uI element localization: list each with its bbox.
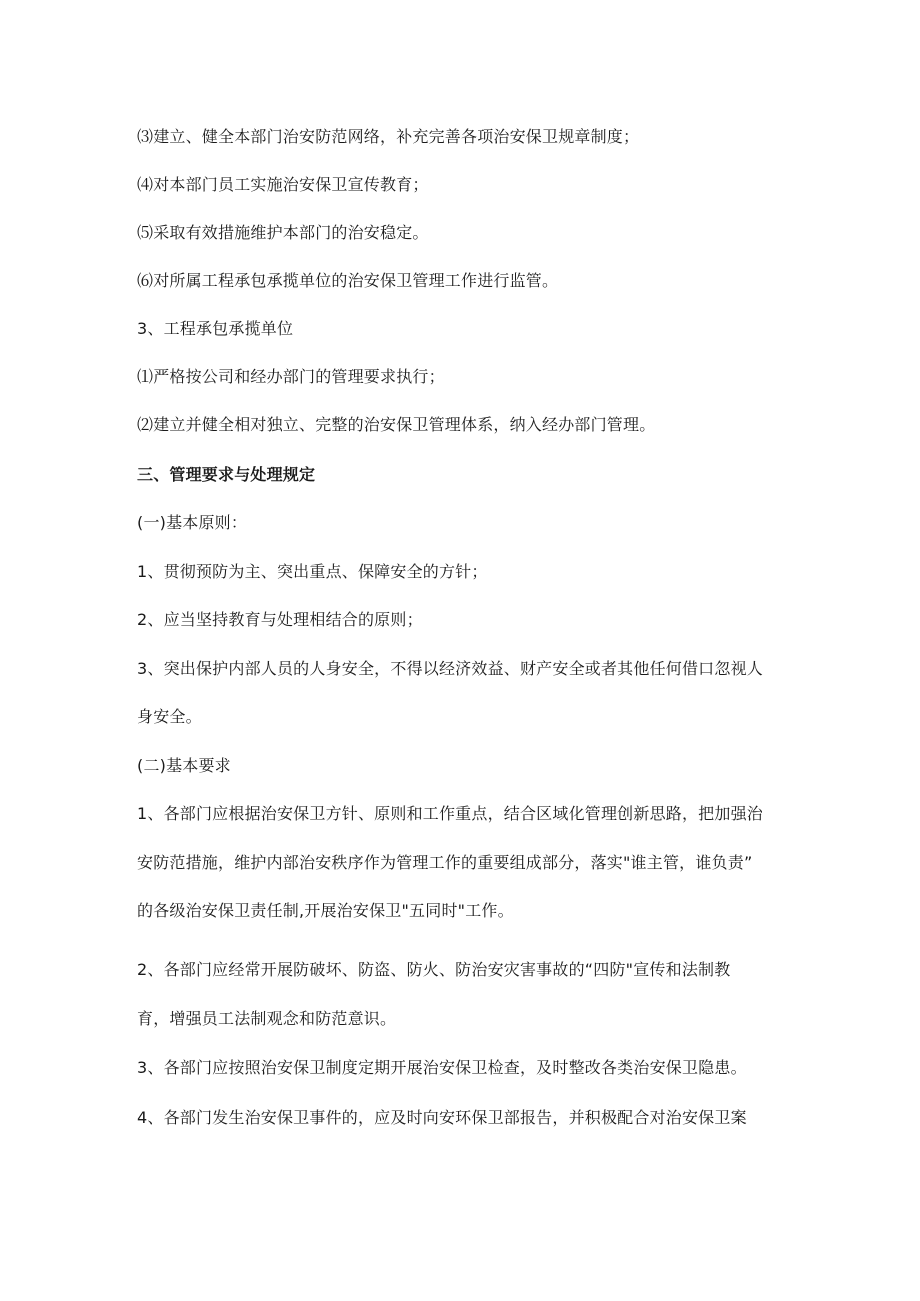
text-line-18: 2、各部门应经常开展防破坏、防盗、防火、防治安灾害事故的“四防"宣传和法制教 (137, 960, 731, 979)
section-heading: 三、管理要求与处理规定 (137, 465, 316, 484)
text-line-15: 1、各部门应根据治安保卫方针、原则和工作重点，结合区域化管理创新思路，把加强治 (137, 804, 763, 823)
text-line-1: ⑶建立、健全本部门治安防范网络，补充完善各项治安保卫规章制度； (137, 127, 640, 146)
text-line-11: 2、应当坚持教育与处理相结合的原则； (137, 610, 423, 629)
text-line-20: 3、各部门应按照治安保卫制度定期开展治安保卫检查，及时整改各类治安保卫隐患。 (137, 1058, 747, 1077)
text-line-13: 身安全。 (137, 707, 202, 726)
text-line-16: 安防范措施，维护内部治安秩序作为管理工作的重要组成部分，落实"谁主管，谁负责” (137, 853, 753, 872)
text-line-21: 4、各部门发生治安保卫事件的，应及时向安环保卫部报告，并积极配合对治安保卫案 (137, 1108, 747, 1127)
text-line-12: 3、突出保护内部人员的人身安全，不得以经济效益、财产安全或者其他任何借口忽视人 (137, 659, 763, 678)
text-line-14: (二)基本要求 (137, 756, 231, 775)
text-line-5: 3、工程承包承揽单位 (137, 319, 294, 338)
text-line-2: ⑷对本部门员工实施治安保卫宣传教育； (137, 175, 429, 194)
text-line-17: 的各级治安保卫责任制,开展治安保卫"五同时"工作。 (137, 901, 514, 920)
text-line-4: ⑹对所属工程承包承揽单位的治安保卫管理工作进行监管。 (137, 271, 559, 290)
text-line-7: ⑵建立并健全相对独立、完整的治安保卫管理体系，纳入经办部门管理。 (137, 415, 656, 434)
text-line-19: 育，增强员工法制观念和防范意识。 (137, 1009, 397, 1028)
text-line-3: ⑸采取有效措施维护本部门的治安稳定。 (137, 223, 429, 242)
text-line-6: ⑴严格按公司和经办部门的管理要求执行； (137, 367, 445, 386)
text-line-10: 1、贯彻预防为主、突出重点、保障安全的方针； (137, 562, 488, 581)
text-line-9: (一)基本原则： (137, 513, 248, 532)
